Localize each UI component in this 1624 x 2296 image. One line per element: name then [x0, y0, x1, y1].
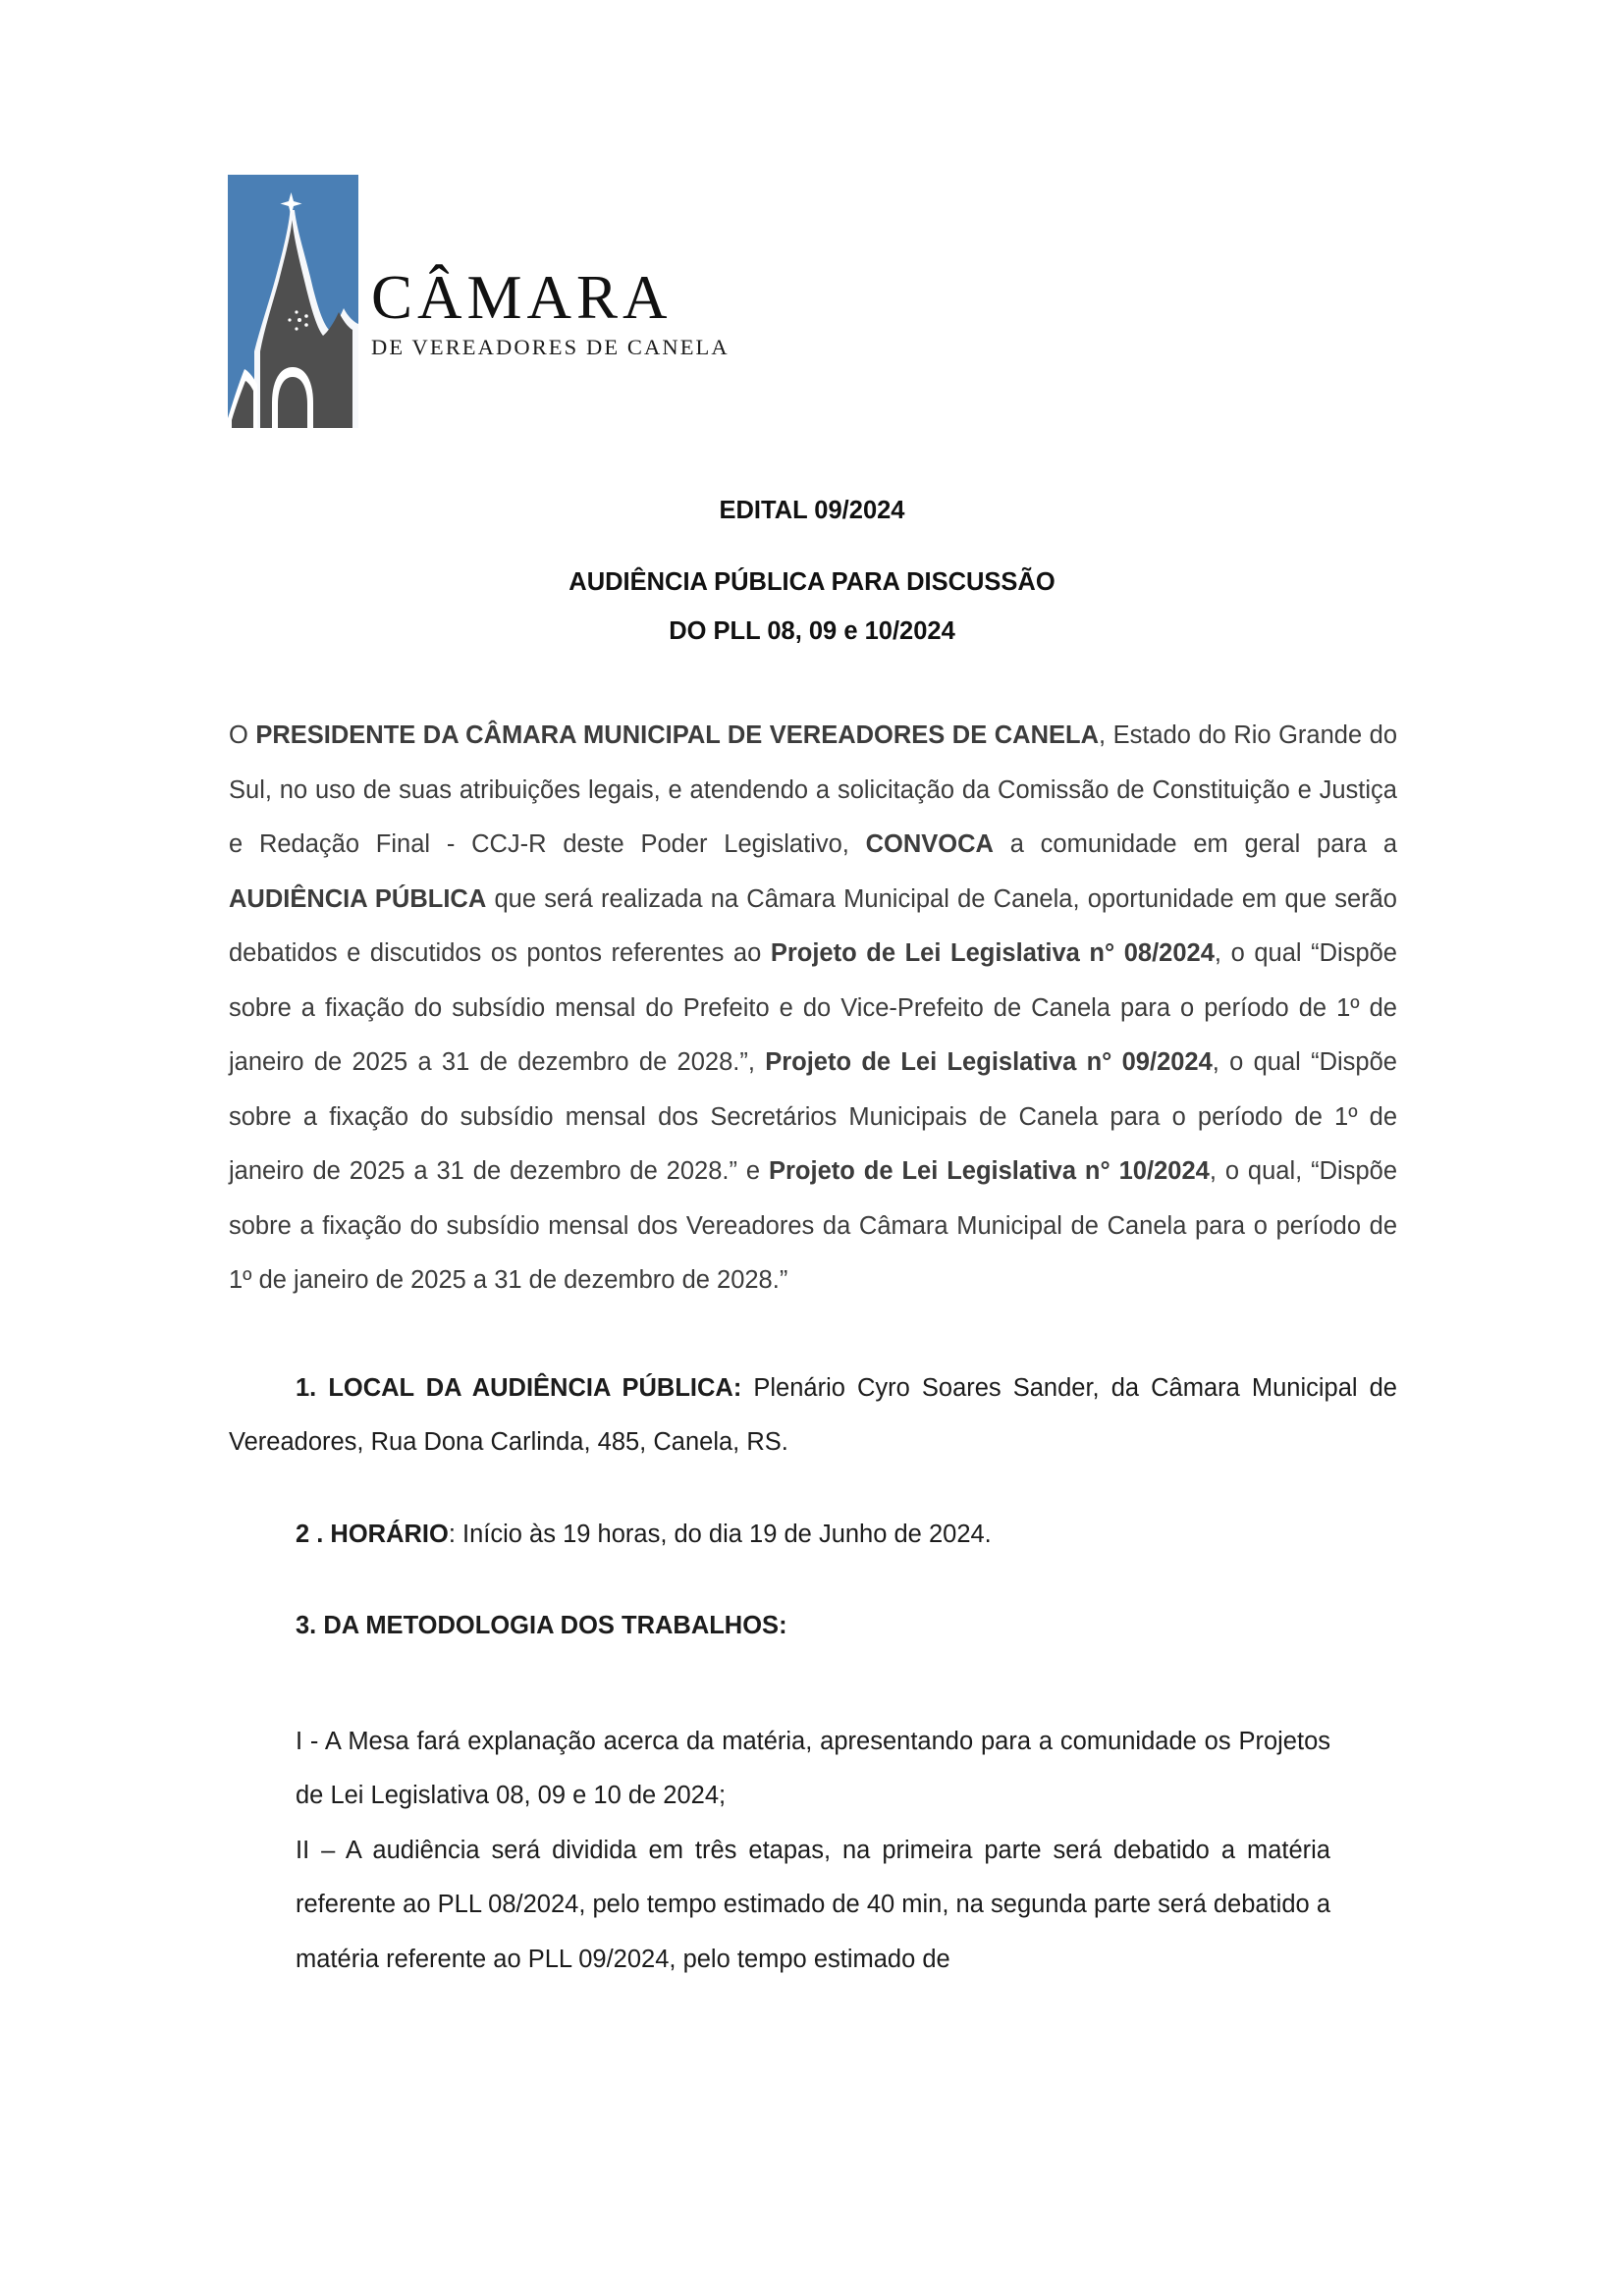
- camara-logo: [228, 175, 758, 430]
- logo-wordmark: [371, 263, 754, 360]
- document-body: [229, 709, 1397, 1987]
- section-horario-label: 2 . HORÁRIO: [296, 1520, 449, 1548]
- preamble-audiencia-publica: AUDIÊNCIA PÚBLICA: [229, 884, 487, 913]
- spacer: [229, 1470, 1397, 1508]
- spacer: [229, 1562, 1397, 1599]
- preamble-text-3: que será realizada na Câmara Municipal de Canela, oportunidade em que serão debatidos e discutidos os pontos referentes ao: [229, 884, 1397, 967]
- preamble-paragraph: [229, 709, 1397, 1308]
- audiencia-title: AUDIÊNCIA PÚBLICA PARA DISCUSSÃO: [568, 567, 1056, 596]
- document-titles: [229, 499, 1395, 645]
- methodology-item-i: I - A Mesa fará explanação acerca da matéria, apresentando para a comunidade os Projetos de Lei Legislativa 08, 09 e 10 de 2024;: [296, 1727, 1330, 1809]
- preamble-president: PRESIDENTE DA CÂMARA MUNICIPAL DE VEREADORES DE CANELA: [255, 721, 1099, 749]
- methodology-item-ii: II – A audiência será dividida em três etapas, na primeira parte será debatido a matéria referente ao PLL 08/2024, pelo tempo estimado de 40 min, na segunda parte será debatido a matéria referente ao PLL 09/2024, pelo tempo estimado de: [296, 1836, 1330, 1973]
- preamble-text-4: , o qual “Dispõe sobre a fixação do subsídio mensal do Prefeito e do Vice-Prefeito de Canela para o período de 1º de janeiro de 2025 a 31 de dezembro de 2028.”,: [229, 939, 1397, 1076]
- preamble-text-1: , Estado do Rio Grande do Sul, no uso de suas atribuições legais, e atendendo a solicitação da Comissão de Constituição e Justiça e Redação Final - CCJ-R deste Poder Legislativo,: [229, 721, 1397, 858]
- pll-08-reference: Projeto de Lei Legislativa n° 08/2024: [770, 939, 1215, 967]
- section-local: [229, 1362, 1397, 1470]
- spacer: [229, 1654, 1397, 1715]
- section-metodologia: [229, 1599, 1397, 1654]
- section-local-text: Plenário Cyro Soares Sander, da Câmara Municipal de Vereadores, Rua Dona Carlinda, 485, Canela, RS.: [229, 1373, 1397, 1456]
- pll-subtitle: DO PLL 08, 09 e 10/2024: [669, 617, 955, 645]
- pll-10-reference: Projeto de Lei Legislativa n° 10/2024: [769, 1157, 1210, 1185]
- preamble-text-6: , o qual, “Dispõe sobre a fixação do subsídio mensal dos Vereadores da Câmara Municipal de Canela para o período de 1º de janeiro de 2025 a 31 de dezembro de 2028.”: [229, 1157, 1398, 1294]
- spacer: [229, 1308, 1397, 1362]
- edital-number-title: EDITAL 09/2024: [719, 497, 905, 524]
- pll-09-reference: Projeto de Lei Legislativa n° 09/2024: [765, 1048, 1213, 1076]
- section-local-label: 1. LOCAL DA AUDIÊNCIA PÚBLICA:: [296, 1373, 742, 1402]
- methodology-list: [229, 1715, 1330, 1988]
- preamble-text-5: , o qual “Dispõe sobre a fixação do subsídio mensal dos Secretários Municipais de Canela para o período de 1º de janeiro de 2025 a 31 de dezembro de 2028.” e: [229, 1048, 1397, 1185]
- preamble-text-2: a comunidade em geral para a: [993, 830, 1398, 858]
- section-horario: [229, 1508, 1397, 1563]
- section-horario-text: : Início às 19 horas, do dia 19 de Junho de 2024.: [448, 1520, 992, 1548]
- church-mountain-star-icon: [228, 175, 358, 428]
- section-metodologia-label: 3. DA METODOLOGIA DOS TRABALHOS:: [296, 1612, 787, 1639]
- logo-title: CÂMARA: [371, 263, 673, 332]
- preamble-convoca: CONVOCA: [865, 830, 994, 858]
- preamble-o: O: [229, 721, 256, 749]
- logo-subtitle: DE VEREADORES DE CANELA: [371, 334, 730, 359]
